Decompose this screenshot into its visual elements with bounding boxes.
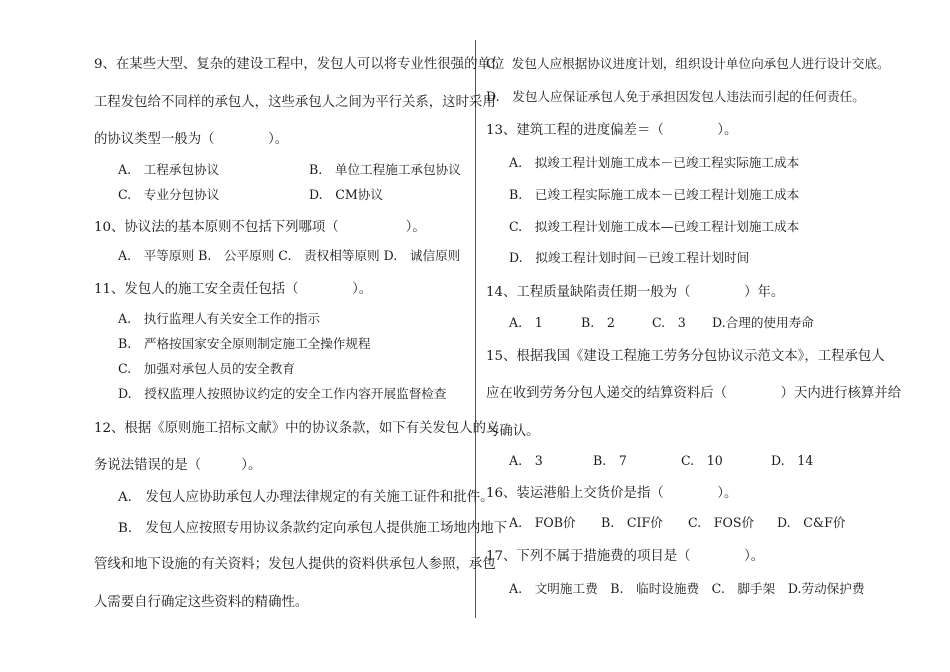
q13-option-b: B. 已竣工程实际施工成本－已竣工程计划施工成本 [509, 187, 800, 202]
q12-option-a: A. 发包人应协助承包人办理法律规定的有关施工证件和批件。 [118, 490, 494, 505]
q13-option-c: C. 拟竣工程计划施工成本—已竣工程计划施工成本 [509, 219, 800, 234]
q9-option-b: B. 单位工程施工承包协议 [309, 162, 461, 177]
q11-line1: 11、发包人的施工安全责任包括（ ）。 [94, 282, 373, 297]
q12-line1: 12、根据《原则施工招标文献》中的协议条款，如下有关发包人的义 [94, 421, 500, 436]
q14-option-b: B. 2 [581, 315, 615, 330]
q15-option-c: C. 10 [681, 453, 723, 468]
q9-option-c: C. 专业分包协议 [118, 187, 220, 202]
q9-line1: 9、在某些大型、复杂的建设工程中，发包人可以将专业性很强的单位 [94, 57, 505, 72]
q15-line2: 应在收到劳务分包人递交的结算资料后（ ）天内进行核算并给 [486, 386, 902, 401]
q10-options: A. 平等原则 B. 公平原则 C. 责权相等原则 D. 诚信原则 [118, 248, 461, 263]
q12-line2: 务说法错误的是（ ）。 [94, 458, 262, 473]
q11-option-d: D. 授权监理人按照协议约定的安全工作内容开展监督检查 [118, 386, 447, 401]
q10-line1: 10、协议法的基本原则不包括下列哪项（ ）。 [94, 220, 426, 235]
q13-option-a: A. 拟竣工程计划施工成本－已竣工程实际施工成本 [509, 155, 800, 170]
q9-option-d: D. CM协议 [309, 187, 383, 202]
q14-option-a: A. 1 [509, 315, 543, 330]
q15-option-a: A. 3 [509, 453, 543, 468]
q9-line3: 的协议类型一般为（ ）。 [94, 132, 289, 147]
q17-line1: 17、下列不属于措施费的项目是（ ）。 [486, 549, 765, 564]
q11-option-c: C. 加强对承包人员的安全教育 [118, 361, 295, 376]
q14-option-c: C. 3 [652, 315, 686, 330]
q12-option-b-line3: 人需要自行确定这些资料的精确性。 [94, 595, 309, 610]
q16-line1: 16、装运港船上交货价是指（ ）。 [486, 486, 738, 501]
q17-options: A. 文明施工费 B. 临时设施费 C. 脚手架 D.劳动保护费 [509, 581, 865, 596]
q9-option-a: A. 工程承包协议 [118, 162, 220, 177]
q16-option-b: B. CIF价 [601, 515, 663, 530]
q11-option-a: A. 执行监理人有关安全工作的指示 [118, 311, 321, 326]
q9-line2: 工程发包给不同样的承包人，这些承包人之间为平行关系，这时采用 [94, 95, 496, 110]
q13-option-d: D. 拟竣工程计划时间－已竣工程计划时间 [509, 250, 750, 265]
q15-line3: 与确认。 [486, 424, 540, 439]
q13-line1: 13、建筑工程的进度偏差＝（ ）。 [486, 123, 738, 138]
q15-option-d: D. 14 [771, 453, 814, 468]
q11-option-b: B. 严格按国家安全原则制定施工全操作规程 [118, 336, 371, 351]
q16-option-c: C. FOS价 [688, 515, 755, 530]
q12-option-c: C. 发包人应根据协议进度计划，组织设计单位向承包人进行设计交底。 [486, 56, 890, 71]
q14-line1: 14、工程质量缺陷责任期一般为（ ）年。 [486, 285, 785, 300]
q15-line1: 15、根据我国《建设工程施工劳务分包协议示范文本》，工程承包人 [486, 349, 885, 364]
q14-option-d: D.合理的使用寿命 [712, 315, 814, 330]
q12-option-b-line1: B. 发包人应按照专用协议条款约定向承包人提供施工场地内地下 [118, 521, 508, 536]
q16-option-a: A. FOB价 [509, 515, 576, 530]
q15-option-b: B. 7 [593, 453, 627, 468]
q12-option-d: D. 发包人应保证承包人免于承担因发包人违法而引起的任何责任。 [486, 89, 865, 104]
q16-option-d: D. C&F价 [777, 515, 846, 530]
q12-option-b-line2: 管线和地下设施的有关资料；发包人提供的资料供承包人参照，承包 [94, 557, 496, 572]
